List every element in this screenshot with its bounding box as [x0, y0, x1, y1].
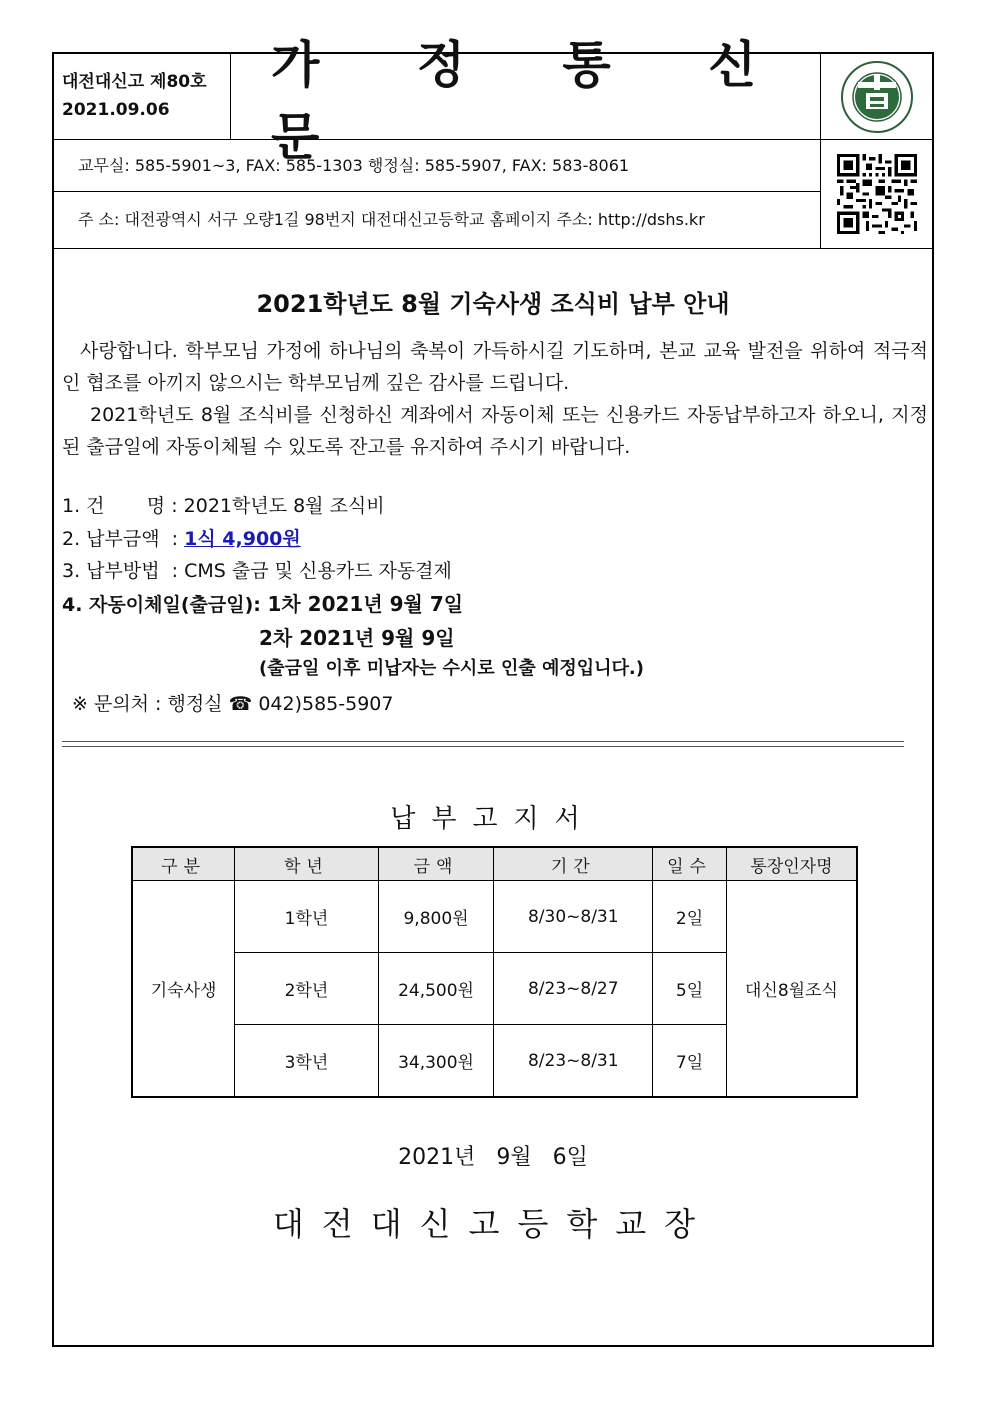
qr-code-icon [837, 154, 917, 234]
item-amount-label: 2. 납부금액 : [62, 528, 185, 550]
issue-label: 대전대신고 제80호 [62, 72, 207, 92]
grade-cell: 1학년 [235, 881, 378, 953]
section-divider [62, 741, 904, 747]
header-divider [54, 248, 932, 249]
principal-signature: 대전대신고등학교장 [272, 1205, 714, 1243]
period-cell: 8/30~8/31 [494, 881, 653, 953]
table-row [132, 881, 857, 953]
telephone-icon: ☎ [228, 693, 253, 715]
item-amount-value: 1식 4,900원 [184, 528, 301, 550]
issue-date-footer: 2021년 9월 6일 [398, 1145, 588, 1170]
column-header-category: 구분 [132, 847, 235, 881]
period-cell: 8/23~8/31 [494, 1025, 653, 1098]
contact-info [72, 688, 393, 720]
grade-cell: 2학년 [235, 953, 378, 1025]
period-cell: 8/23~8/27 [494, 953, 653, 1025]
qr-code [821, 140, 932, 248]
amount-cell: 9,800원 [378, 881, 494, 953]
item-debit-date [62, 588, 463, 621]
column-header-days: 일수 [653, 847, 727, 881]
document-frame [52, 35, 934, 1347]
table-header-row [132, 847, 857, 881]
address-line: 주 소: 대전광역시 서구 오량1길 98번지 대전대신고등학교 홈페이지 주소: http://dshs.kr [54, 192, 821, 248]
letterhead [54, 35, 932, 248]
column-header-grade: 학년 [235, 847, 378, 881]
contact-label: ※ 문의처 : 행정실 [72, 693, 229, 715]
issue-info [54, 54, 231, 140]
payment-paragraph: 2021학년도 8월 조식비를 신청하신 계좌에서 자동이체 또는 신용카드 자동납부하고자 하오니, 지정된 출금일에 자동이체될 수 있도록 잔고를 유지하여 주시기 바랍니다. [62, 404, 928, 458]
school-emblem-icon [840, 60, 914, 134]
newsletter-title: 가 정 통 신 문 [231, 54, 821, 140]
column-header-period: 기간 [494, 847, 653, 881]
payment-table [131, 846, 858, 1098]
contact-phone-line: 교무실: 585-5901~3, FAX: 585-1303 행정실: 585-5907, FAX: 583-8061 [54, 140, 821, 192]
notice-title: 2021학년도 8월 기숙사생 조식비 납부 안내 [256, 290, 730, 318]
days-cell: 2일 [653, 881, 727, 953]
item-debit-date-first: 1차 2021년 9월 7일 [267, 592, 464, 616]
item-debit-note: (출금일 이후 미납자는 수시로 인출 예정입니다.) [259, 658, 644, 679]
item-method [62, 555, 452, 587]
item-subject-value: 2021학년도 8월 조식비 [183, 495, 385, 517]
greeting-paragraph: 사랑합니다. 학부모님 가정에 하나님의 축복이 가득하시길 기도하며, 본교 교육 발전을 위하여 적극적인 협조를 아끼지 않으시는 학부모님께 깊은 감사를 드립니다. [62, 340, 928, 394]
item-amount [62, 523, 301, 555]
item-subject [62, 490, 385, 522]
item-subject-label: 1. 건 명 : [62, 495, 184, 517]
issue-date: 2021.09.06 [62, 100, 170, 120]
amount-cell: 24,500원 [378, 953, 494, 1025]
bill-title: 납부고지서 [390, 804, 596, 834]
category-cell: 기숙사생 [132, 881, 235, 1098]
item-method-label: 3. 납부방법 : [62, 560, 185, 582]
column-header-amount: 금액 [378, 847, 494, 881]
item-method-value: CMS 출금 및 신용카드 자동결제 [184, 560, 452, 582]
contact-phone: 042)585-5907 [252, 693, 394, 715]
amount-cell: 34,300원 [378, 1025, 494, 1098]
column-header-account-name: 통장인자명 [726, 847, 857, 881]
item-debit-date-label: 4. 자동이체일(출금일): [62, 594, 268, 616]
account-name-cell: 대신8월조식 [726, 881, 857, 1098]
grade-cell: 3학년 [235, 1025, 378, 1098]
days-cell: 7일 [653, 1025, 727, 1098]
days-cell: 5일 [653, 953, 727, 1025]
school-logo [821, 54, 932, 140]
item-debit-date-second: 2차 2021년 9월 9일 [259, 626, 455, 650]
